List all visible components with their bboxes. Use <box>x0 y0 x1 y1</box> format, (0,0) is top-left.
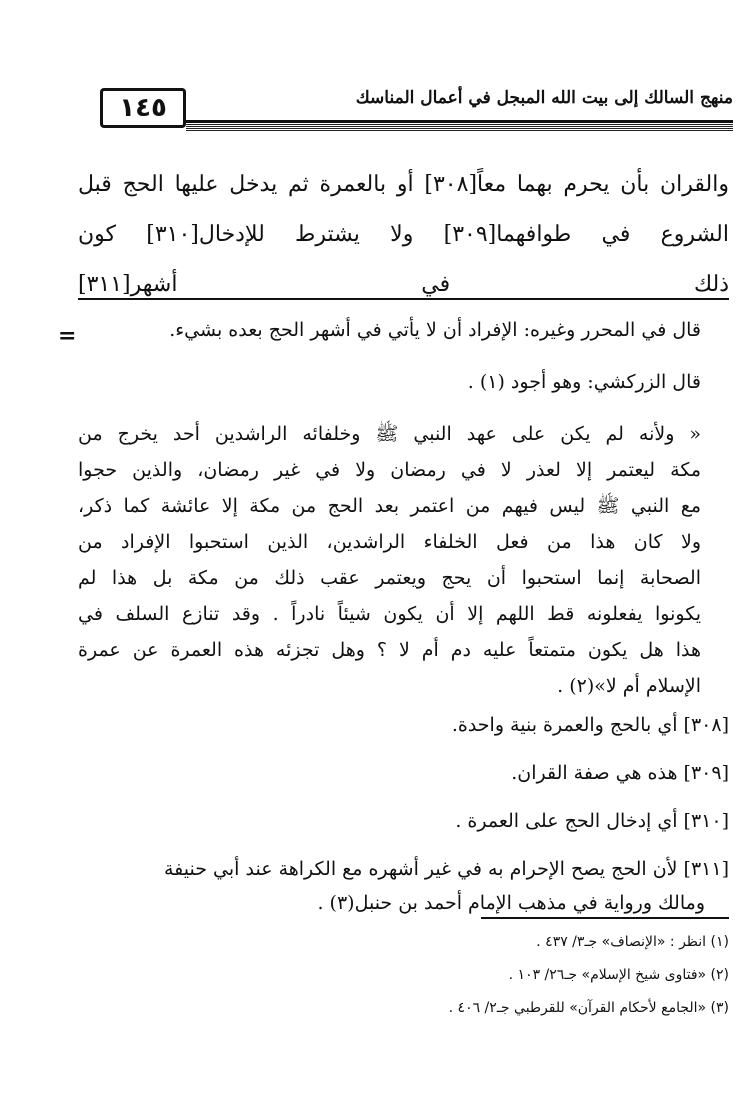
quote-line: الصحابة إنما استحبوا أن يحج ويعتمر عقب ذلك من مكة بل هذا لم <box>78 567 701 589</box>
main-line: ذلك في أشهر[٣١١] <box>78 272 729 297</box>
quote-line: ولا كان هذا من فعل الخلفاء الراشدين، الذين استحبوا الإفراد من <box>78 531 701 553</box>
footnote-3: (٣) «الجامع لأحكام القرآن» للقرطبي جـ٢/ ٤٠٦ . <box>448 1000 729 1016</box>
main-text-rule <box>78 298 729 300</box>
footnotes <box>200 926 729 1025</box>
running-header: منهج السالك إلى بيت الله المبجل في أعمال المناسك <box>355 88 733 108</box>
quote-line: « ولأنه لم يكن على عهد النبي ﷺ وخلفائه الراشدين أحد يخرج من <box>78 423 701 445</box>
footnote-2: (٢) «فتاوى شيخ الإسلام» جـ٢٦/ ١٠٣ . <box>508 967 729 983</box>
main-line: والقران بأن يحرم بهما معاً[٣٠٨] أو بالعمرة ثم يدخل عليها الحج قبل <box>78 172 729 197</box>
quote-line: مكة ليعتمر إلا لعذر لا في رمضان ولا في غير رمضان، والذين حجوا <box>78 459 701 481</box>
main-text <box>78 160 729 310</box>
footnote-rule <box>481 917 729 919</box>
quote-line: مع النبي ﷺ ليس فيهم من اعتمر بعد الحج من مكة إلا عائشة كما ذكر، <box>78 495 701 517</box>
main-line: الشروع في طوافهما[٣٠٩] ولا يشترط للإدخال[٣١٠] كون <box>78 222 729 247</box>
quote-line: هذا هل يكون متمتعاً عليه دم أم لا ؟ وهل تجزئه هذه العمرة عن عمرة <box>78 639 701 661</box>
header-rule <box>186 120 733 123</box>
note-309: [٣٠٩] هذه هي صفة القران. <box>511 762 729 784</box>
commentary-notes <box>86 708 729 920</box>
continuation-marker: = <box>58 323 77 349</box>
header-rule-band <box>186 124 733 131</box>
quote-line: يكونوا يفعلونه قط اللهم إلا أن يكون شيئاً نادراً . وقد تنازع السلف في <box>78 603 701 625</box>
note-311: [٣١١] لأن الحج يصح الإحرام به في غير أشهره مع الكراهة عند أبي حنيفة <box>164 858 729 880</box>
note-311-continuation: ومالك ورواية في مذهب الإمام أحمد بن حنبل(٣) . <box>317 892 705 914</box>
page-number: ١٤٥ <box>100 88 186 128</box>
quote-line: الإسلام أم لا»(٢) . <box>557 675 701 697</box>
note-308: [٣٠٨] أي بالحج والعمرة بنية واحدة. <box>451 714 729 736</box>
annotation-paragraph: قال في المحرر وغيره: الإفراد أن لا يأتي في أشهر الحج بعده بشيء. <box>169 319 701 341</box>
footnote-1: (١) انظر : «الإنصاف» جـ٣/ ٤٣٧ . <box>536 934 729 950</box>
annotation-paragraph: قال الزركشي: وهو أجود (١) . <box>467 371 701 393</box>
note-310: [٣١٠] أي إدخال الحج على العمرة . <box>455 810 729 832</box>
annotation-block <box>78 312 701 704</box>
